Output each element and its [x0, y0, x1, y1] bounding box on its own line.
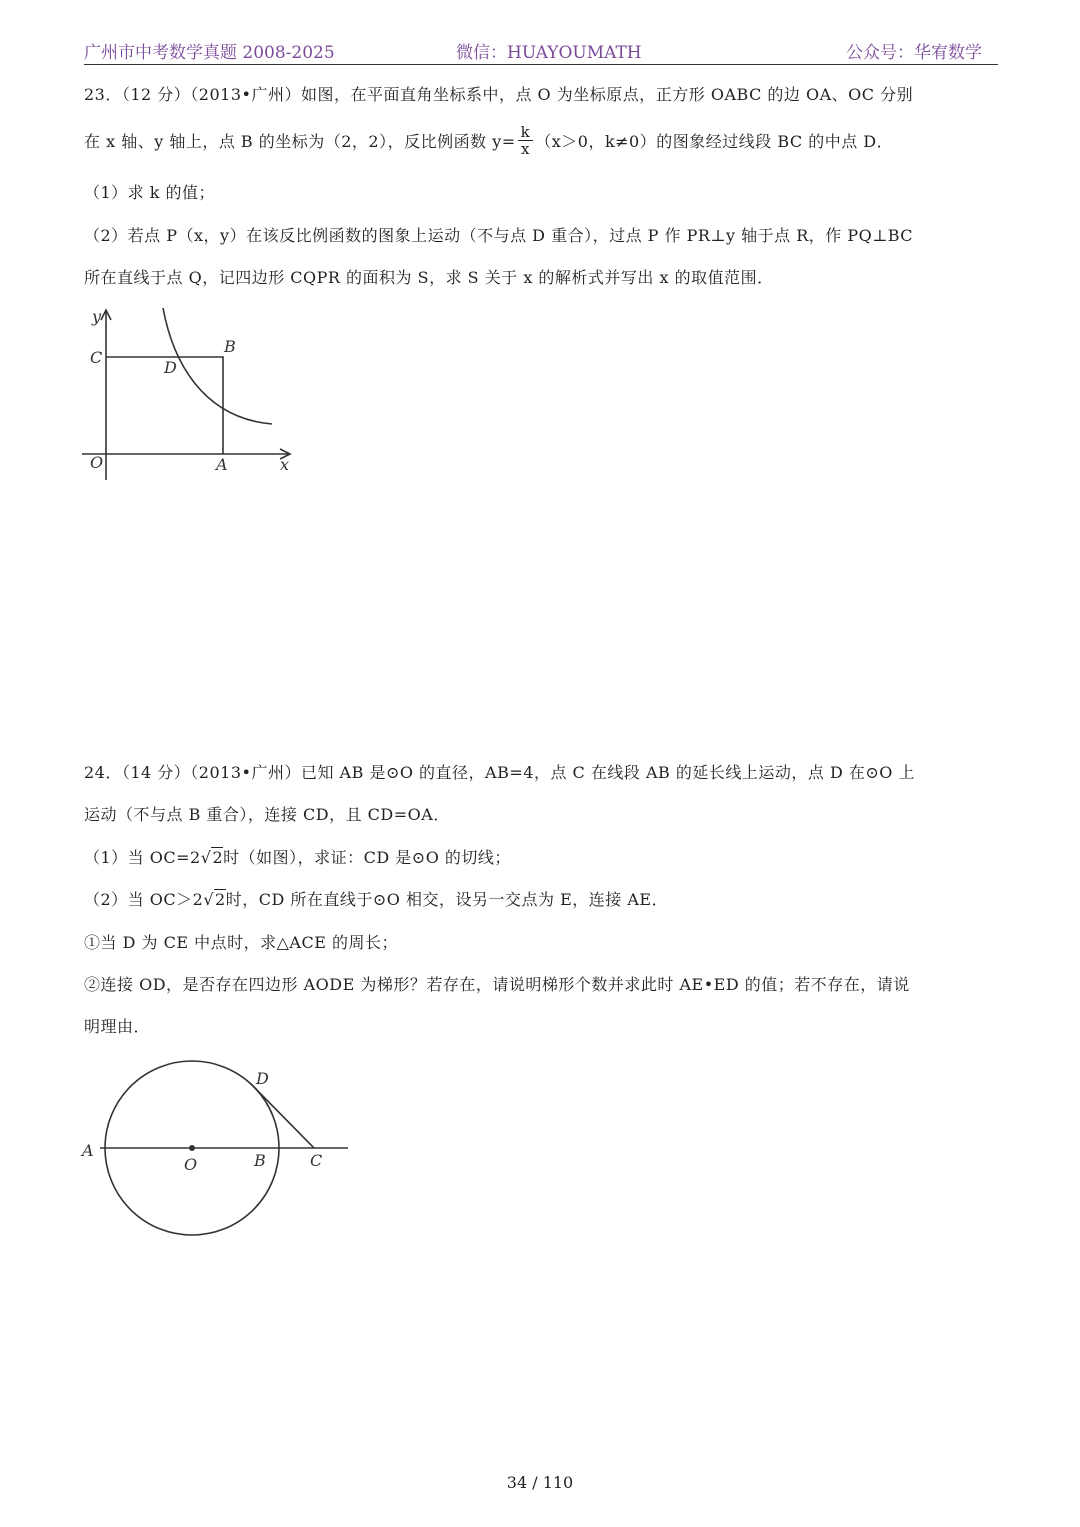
sqrt-expression: 2√2 — [190, 848, 224, 867]
fraction-denominator: x — [520, 140, 530, 158]
label-o: O — [184, 1155, 198, 1174]
q23-line2 — [84, 123, 894, 159]
q23-function-lhs: y= — [492, 132, 516, 151]
label-c: C — [310, 1151, 323, 1170]
label-o: O — [90, 453, 104, 472]
header-account: 公众号：华宥数学 — [846, 43, 982, 63]
label-a: A — [216, 455, 228, 474]
label-d: D — [164, 358, 177, 377]
segment-cd — [250, 1083, 314, 1148]
q24-line2: 运动（不与点 B 重合），连接 CD，且 CD=OA． — [84, 805, 450, 824]
label-a: A — [82, 1141, 94, 1160]
q23-part1: （1）求 k 的值； — [84, 183, 216, 202]
q24-part2-b: 时，CD 所在直线于⊙O 相交，设另一交点为 E，连接 AE． — [225, 890, 669, 909]
sqrt-radicand: 2 — [215, 890, 226, 909]
label-b: B — [224, 337, 236, 356]
q23-line2-a: 在 x 轴、y 轴上，点 B 的坐标为（2，2），反比例函数 — [84, 132, 493, 151]
q24-part1-b: 时（如图），求证：CD 是⊙O 的切线； — [223, 848, 511, 867]
center-point — [189, 1145, 195, 1151]
q24-sub2-line2: 明理由． — [84, 1017, 151, 1036]
q24-sub1: ①当 D 为 CE 中点时，求△ACE 的周长； — [84, 933, 398, 952]
q23-line1: 23．（12 分）（2013•广州）如图，在平面直角坐标系中，点 O 为坐标原点，正方形 OABC 的边 OA、OC 分别 — [84, 85, 914, 104]
q24-part2 — [84, 889, 668, 911]
header-wechat: 微信：HUAYOUMATH — [456, 43, 642, 63]
q23-part2-line2: 所在直线于点 Q，记四边形 CQPR 的面积为 S，求 S 关于 x 的解析式并写出 x 的取值范围． — [84, 268, 774, 287]
label-y: y — [92, 307, 102, 326]
sqrt-coefficient: 2 — [190, 848, 201, 867]
q23-line2-b: （x＞0，k≠0）的图象经过线段 BC 的中点 D． — [535, 132, 894, 151]
header-title: 广州市中考数学真题 2008-2025 — [84, 43, 335, 63]
fraction-numerator: k — [518, 124, 534, 141]
q23-fraction — [518, 124, 534, 157]
q23-part2-line1: （2）若点 P（x，y）在该反比例函数的图象上运动（不与点 D 重合），过点 P 作 PR⊥y 轴于点 R，作 PQ⊥BC — [84, 226, 914, 245]
page-header — [84, 36, 998, 65]
sqrt-expression: 2√2 — [192, 890, 226, 909]
q23-coordinate-figure — [78, 300, 308, 490]
label-x: x — [280, 455, 290, 474]
sqrt-coefficient: 2 — [192, 890, 204, 909]
label-d: D — [256, 1069, 269, 1088]
q24-part1 — [84, 847, 511, 869]
q24-sub2-line1: ②连接 OD，是否存在四边形 AODE 为梯形？若存在，请说明梯形个数并求此时 AE•ED 的值；若不存在，请说 — [84, 975, 910, 994]
q24-part1-a: （1）当 OC= — [84, 848, 191, 867]
q24-line1: 24．（14 分）（2013•广州）已知 AB 是⊙O 的直径，AB=4，点 C 在线段 AB 的延长线上运动，点 D 在⊙O 上 — [84, 763, 915, 782]
q24-part2-a: （2）当 OC＞ — [84, 890, 193, 909]
sqrt-radicand: 2 — [212, 848, 224, 867]
hyperbola-curve — [163, 308, 272, 424]
page-number: 34 / 110 — [506, 1473, 574, 1492]
q24-circle-figure — [78, 1058, 358, 1238]
label-c: C — [90, 348, 103, 367]
label-b: B — [254, 1151, 266, 1170]
